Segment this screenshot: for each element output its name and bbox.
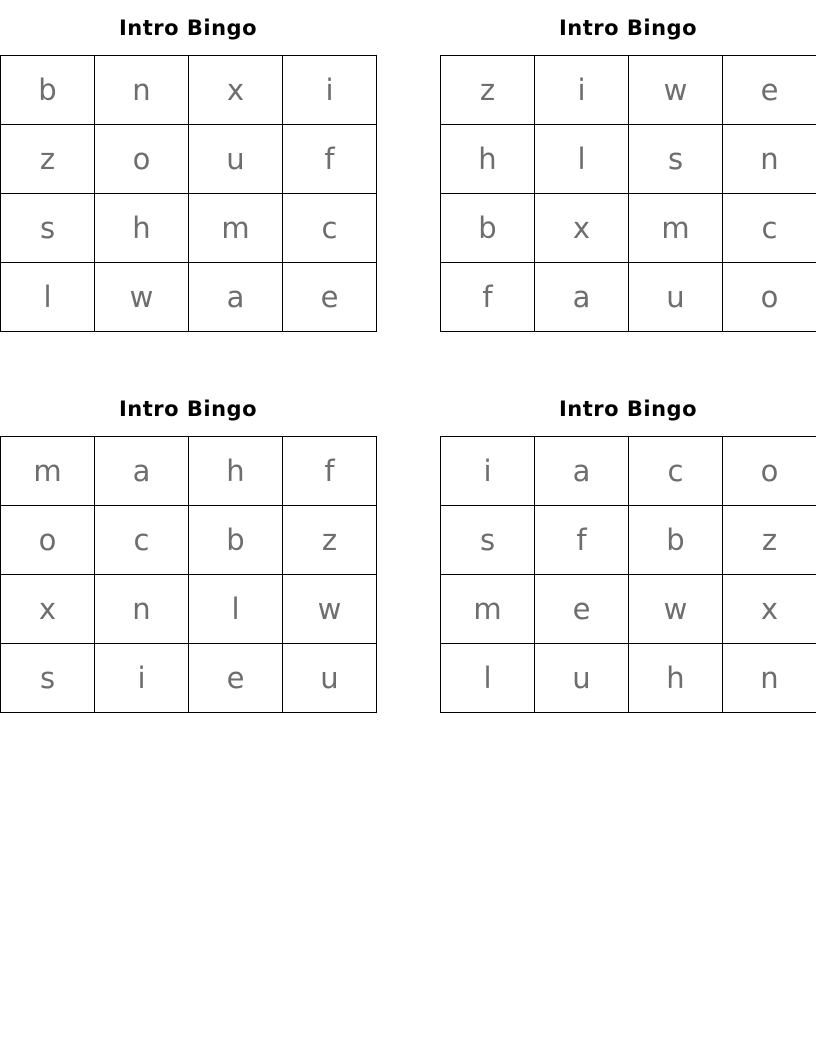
bingo-cell: a — [535, 263, 629, 332]
bingo-cell: o — [1, 506, 95, 575]
bingo-cell: x — [723, 575, 816, 644]
card-title: Intro Bingo — [118, 397, 257, 421]
bingo-row — [1, 125, 377, 194]
bingo-cell: f — [283, 437, 377, 506]
bingo-cell: m — [189, 194, 283, 263]
bingo-row — [441, 194, 816, 263]
bingo-cell: h — [95, 194, 189, 263]
bingo-cell: w — [629, 575, 723, 644]
bingo-cell: a — [95, 437, 189, 506]
bingo-cell: l — [441, 644, 535, 713]
bingo-row — [1, 263, 377, 332]
bingo-cell: w — [95, 263, 189, 332]
bingo-cell: i — [95, 644, 189, 713]
bingo-cell: a — [189, 263, 283, 332]
bingo-cell: w — [629, 56, 723, 125]
bingo-cell: m — [441, 575, 535, 644]
bingo-cell: b — [1, 56, 95, 125]
bingo-cell: b — [441, 194, 535, 263]
card-title: Intro Bingo — [118, 16, 257, 40]
bingo-cell: n — [723, 125, 816, 194]
bingo-cell: i — [283, 56, 377, 125]
bingo-cell: w — [283, 575, 377, 644]
bingo-cell: u — [189, 125, 283, 194]
bingo-cell: c — [283, 194, 377, 263]
bingo-row — [441, 263, 816, 332]
bingo-cell: z — [1, 125, 95, 194]
bingo-cell: n — [95, 56, 189, 125]
bingo-cell: z — [283, 506, 377, 575]
bingo-cell: s — [629, 125, 723, 194]
bingo-cell: n — [95, 575, 189, 644]
bingo-row — [1, 644, 377, 713]
card-title: Intro Bingo — [558, 397, 697, 421]
bingo-cell: c — [629, 437, 723, 506]
bingo-cell: m — [1, 437, 95, 506]
bingo-cell: x — [535, 194, 629, 263]
bingo-cell: h — [629, 644, 723, 713]
bingo-card — [440, 397, 816, 713]
bingo-card — [0, 16, 376, 332]
bingo-cell: u — [283, 644, 377, 713]
bingo-cell: o — [95, 125, 189, 194]
bingo-cell: z — [441, 56, 535, 125]
bingo-cell: a — [535, 437, 629, 506]
bingo-cell: o — [723, 263, 816, 332]
bingo-row — [1, 506, 377, 575]
bingo-cell: u — [629, 263, 723, 332]
bingo-cell: h — [441, 125, 535, 194]
bingo-cell: m — [629, 194, 723, 263]
bingo-cell: f — [535, 506, 629, 575]
bingo-row — [1, 56, 377, 125]
bingo-grid — [0, 55, 377, 332]
bingo-grid — [0, 436, 377, 713]
bingo-row — [441, 644, 816, 713]
bingo-cell: l — [189, 575, 283, 644]
bingo-cell: u — [535, 644, 629, 713]
bingo-cell: b — [629, 506, 723, 575]
bingo-cell: l — [535, 125, 629, 194]
bingo-cell: x — [1, 575, 95, 644]
bingo-grid — [440, 55, 816, 332]
bingo-cell: i — [441, 437, 535, 506]
bingo-cell: s — [1, 644, 95, 713]
bingo-cell: o — [723, 437, 816, 506]
bingo-cell: e — [189, 644, 283, 713]
bingo-row — [1, 575, 377, 644]
bingo-cell: n — [723, 644, 816, 713]
bingo-cell: s — [441, 506, 535, 575]
bingo-cell: z — [723, 506, 816, 575]
bingo-cell: s — [1, 194, 95, 263]
bingo-cell: c — [95, 506, 189, 575]
bingo-row — [1, 194, 377, 263]
bingo-row — [1, 437, 377, 506]
bingo-cell: x — [189, 56, 283, 125]
card-title: Intro Bingo — [558, 16, 697, 40]
bingo-cell: e — [535, 575, 629, 644]
bingo-cell: i — [535, 56, 629, 125]
bingo-cell: f — [283, 125, 377, 194]
bingo-cell: b — [189, 506, 283, 575]
bingo-cell: l — [1, 263, 95, 332]
bingo-row — [441, 437, 816, 506]
bingo-cell: f — [441, 263, 535, 332]
bingo-row — [441, 575, 816, 644]
bingo-row — [441, 56, 816, 125]
bingo-card — [440, 16, 816, 332]
bingo-cell: e — [723, 56, 816, 125]
bingo-row — [441, 506, 816, 575]
bingo-row — [441, 125, 816, 194]
bingo-cell: c — [723, 194, 816, 263]
bingo-cell: e — [283, 263, 377, 332]
bingo-cell: h — [189, 437, 283, 506]
bingo-card — [0, 397, 376, 713]
bingo-grid — [440, 436, 816, 713]
